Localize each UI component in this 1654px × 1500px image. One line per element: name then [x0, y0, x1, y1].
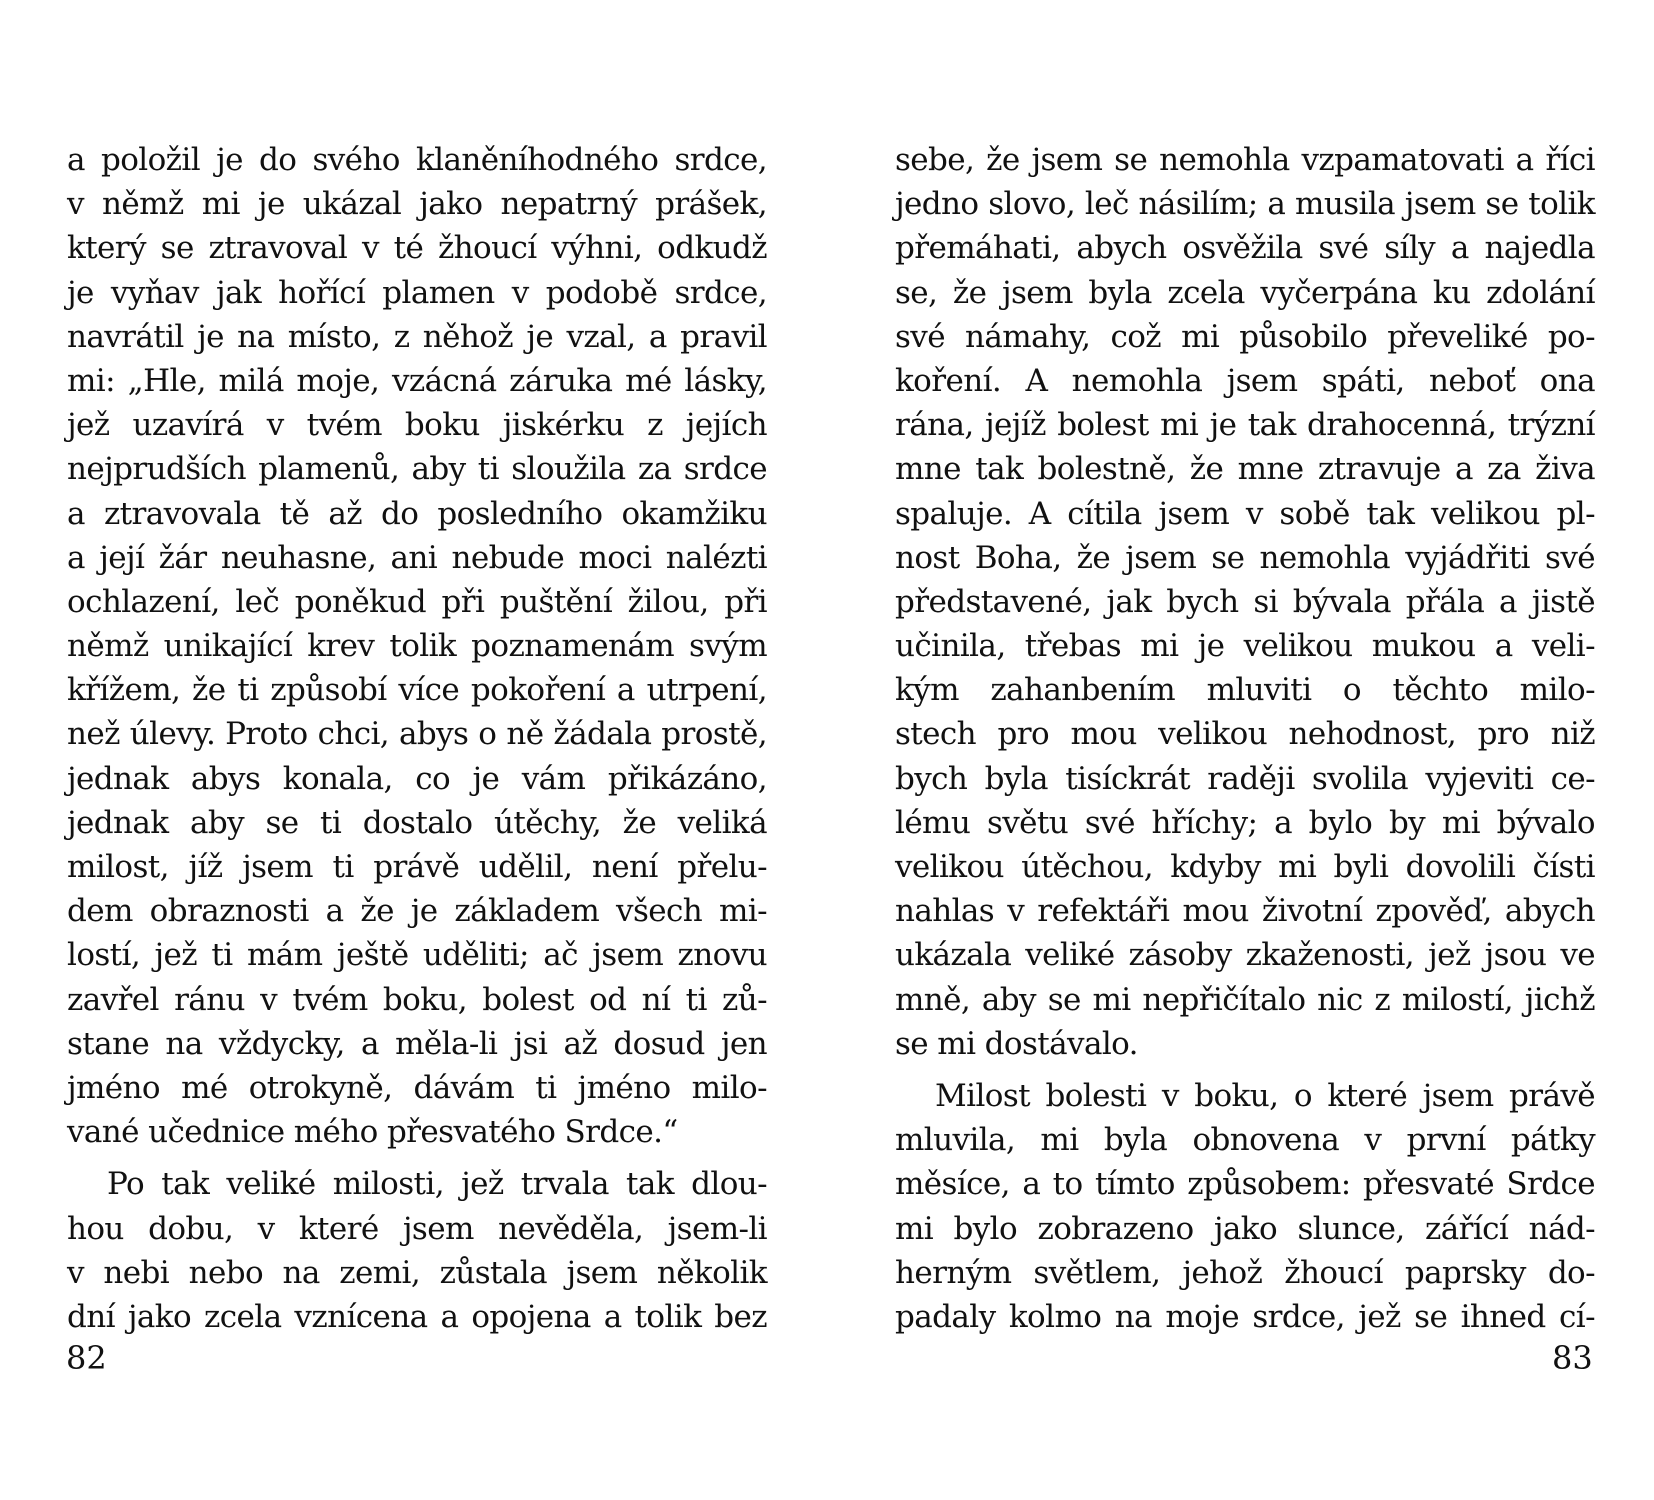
- paragraph: [67, 1162, 767, 1339]
- text-line: jednak abys konala, co je vám přikázáno,: [67, 760, 767, 797]
- text-line: bych byla tisíckrát raději svolila vyjeviti ce-: [895, 760, 1595, 797]
- text-line: padaly kolmo na moje srdce, jež se ihned cí-: [895, 1298, 1595, 1335]
- text-line: jednak aby se ti dostalo útěchy, že veliká: [67, 804, 767, 841]
- text-line: Milost bolesti v boku, o které jsem právě: [935, 1077, 1595, 1114]
- text-line: a ztravovala tě až do posledního okamžiku: [67, 495, 767, 532]
- text-line: rána, jejíž bolest mi je tak drahocenná, trýzní: [895, 407, 1595, 444]
- text-line: jméno mé otrokyně, dávám ti jméno milo-: [67, 1069, 767, 1106]
- paragraph-gap: [895, 1066, 1595, 1074]
- text-line: mně, aby se mi nepřičítalo nic z milostí, jichž: [895, 981, 1595, 1018]
- text-line: než úlevy. Proto chci, abys o ně žádala prostě,: [67, 716, 767, 753]
- text-line: dní jako zcela vznícena a opojena a tolik bez: [67, 1298, 767, 1335]
- text-line: a její žár neuhasne, ani nebude moci nalézti: [67, 539, 767, 576]
- text-line: spaluje. A cítila jsem v sobě tak velikou pl-: [895, 495, 1595, 532]
- text-line: Po tak veliké milosti, jež trvala tak dlou-: [107, 1166, 767, 1203]
- text-line: nahlas v refektáři mou životní zpověď, abych: [895, 893, 1595, 930]
- text-line: který se ztravoval v té žhoucí výhni, odkudž: [67, 230, 767, 267]
- text-line: mi: „Hle, milá moje, vzácná záruka mé lásky,: [67, 362, 767, 399]
- text-line: mi bylo zobrazeno jako slunce, zářící nád-: [895, 1210, 1595, 1247]
- text-line: se, že jsem byla zcela vyčerpána ku zdolání: [895, 274, 1595, 311]
- text-line: sebe, že jsem se nemohla vzpamatovati a říci: [895, 142, 1595, 178]
- text-line: vané učednice mého přesvatého Srdce.“: [67, 1114, 678, 1151]
- text-line: hou dobu, v které jsem nevěděla, jsem-li: [67, 1210, 767, 1247]
- text-line: mluvila, mi byla obnovena v první pátky: [895, 1122, 1595, 1159]
- right-page-text: [895, 138, 1595, 1339]
- text-line: stech pro mou velikou nehodnost, pro niž: [895, 716, 1595, 753]
- text-line: lostí, jež ti mám ještě uděliti; ač jsem znovu: [67, 937, 767, 974]
- text-line: herným světlem, jehož žhoucí paprsky do-: [895, 1254, 1595, 1291]
- text-line: své námahy, což mi působilo převeliké po-: [895, 318, 1595, 355]
- paragraph: [895, 1074, 1595, 1339]
- text-line: mne tak bolestně, že mne ztravuje a za živa: [895, 451, 1595, 488]
- paragraph-gap: [67, 1154, 767, 1162]
- text-line: ukázala veliké zásoby zkaženosti, jež jsou ve: [895, 937, 1595, 974]
- text-line: lému světu své hříchy; a bylo by mi bývalo: [895, 804, 1595, 841]
- text-line: koření. A nemohla jsem spáti, neboť ona: [895, 362, 1595, 399]
- text-line: přemáhati, abych osvěžila své síly a najedla: [895, 230, 1595, 267]
- text-line: ochlazení, leč poněkud při puštění žilou, při: [67, 583, 767, 620]
- text-line: němž unikající krev tolik poznamenám svým: [67, 628, 767, 665]
- text-line: je vyňav jak hořící plamen v podobě srdce,: [67, 274, 767, 311]
- text-line: jedno slovo, leč násilím; a musila jsem se tolik: [895, 186, 1595, 223]
- text-line: kým zahanbením mluviti o těchto milo-: [895, 672, 1595, 709]
- text-line: v nebi nebo na zemi, zůstala jsem několik: [67, 1254, 767, 1291]
- text-line: milost, jíž jsem ti právě udělil, není přelu-: [67, 849, 767, 885]
- text-line: v němž mi je ukázal jako nepatrný prášek,: [67, 186, 767, 223]
- text-line: učinila, třebas mi je velikou mukou a veli-: [895, 628, 1595, 665]
- text-line: velikou útěchou, kdyby mi byli dovolili čísti: [895, 849, 1595, 885]
- text-line: stane na vždycky, a měla-li jsi až dosud jen: [67, 1025, 767, 1062]
- text-line: a položil je do svého klaněníhodného srdce,: [67, 142, 767, 178]
- text-line: dem obraznosti a že je základem všech mi-: [67, 893, 767, 930]
- text-line: jež uzavírá v tvém boku jiskérku z jejích: [67, 407, 767, 444]
- page-number: 82: [66, 1339, 107, 1377]
- text-line: představené, jak bych si bývala přála a jistě: [895, 583, 1595, 620]
- page-number: 83: [1552, 1339, 1593, 1377]
- paragraph: [895, 138, 1595, 1066]
- paragraph: [67, 138, 767, 1154]
- left-page-text: [67, 138, 767, 1339]
- text-line: zavřel ránu v tvém boku, bolest od ní ti zů-: [67, 981, 767, 1018]
- text-line: se mi dostávalo.: [895, 1025, 1138, 1062]
- text-line: křížem, že ti způsobí více pokoření a utrpení,: [67, 672, 767, 709]
- text-line: navrátil je na místo, z něhož je vzal, a pravil: [67, 318, 767, 355]
- text-line: měsíce, a to tímto způsobem: přesvaté Srdce: [895, 1166, 1595, 1203]
- text-line: nost Boha, že jsem se nemohla vyjádřiti své: [895, 539, 1595, 576]
- text-line: nejprudších plamenů, aby ti sloužila za srdce: [67, 451, 767, 488]
